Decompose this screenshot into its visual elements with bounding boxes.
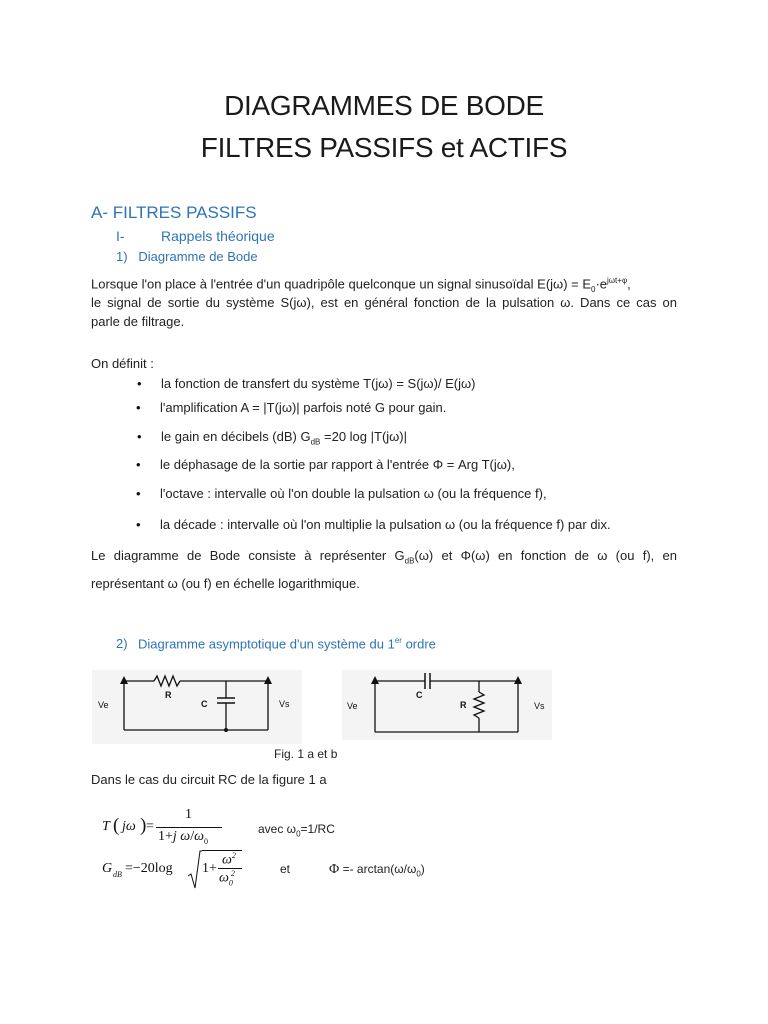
bullet-icon: • <box>136 486 141 501</box>
bullet-item-phase: le déphasage de la sortie par rapport à l'entrée Φ = Arg T(jω), <box>160 457 515 472</box>
bullet-item-decade: la décade : intervalle où l'on multiplie la pulsation ω (ou la fréquence f) par dix. <box>160 517 611 532</box>
et-label: et <box>280 862 291 876</box>
para1-line2: le signal de sortie du système S(jω), est en général fonction de la pulsation ω. Dans ce cas on <box>91 295 677 310</box>
item-heading-2: Diagramme asymptotique d'un système du 1er ordre <box>138 636 436 652</box>
circuit-b-c-label: C <box>416 690 423 700</box>
phase-formula: $\Phi =- \arctan(\omega/\omega_0)$ <box>329 862 425 879</box>
circuit-a-vs-label: Vs <box>279 699 290 709</box>
doc-title-line2: FILTRES PASSIFS et ACTIFS <box>200 132 568 163</box>
para2-line1: Le diagramme de Bode consiste à représenter $G_{dB}(\omega)$ et Φ(ω) en fonction de ω (ou f), en <box>91 548 677 566</box>
gain-db-formula: G dB =−20log 1+ $\omega^2$ $\omega_0^2$ <box>102 848 252 892</box>
para2-line2: représentant ω (ou f) en échelle logarithmique. <box>91 576 360 591</box>
circuit-a-ve-label: Ve <box>98 700 109 710</box>
bullet-icon: • <box>136 517 141 532</box>
on-definit-label: On définit : <box>91 356 154 371</box>
circuit-a-c-label: C <box>201 699 208 709</box>
bullet-item-octave: l'octave : intervalle où l'on double la pulsation ω (ou la fréquence f), <box>160 486 547 501</box>
item-heading-2-number: 2) <box>116 636 128 651</box>
subsection-title: Rappels théorique <box>161 228 275 244</box>
bullet-item-amplification: l'amplification A = |T(jω)| parfois noté G pour gain. <box>160 400 447 415</box>
circuit-b-vs-label: Vs <box>534 701 545 711</box>
bullet-item-gain-db: le gain en décibels (dB) $G_{dB} =20$ log |T(jω)| <box>161 429 408 447</box>
bullet-icon: • <box>137 376 142 391</box>
item-heading-1: 1) Diagramme de Bode <box>116 249 258 264</box>
circuit-b-r-label: R <box>460 700 467 710</box>
circuit-b-ve-label: Ve <box>347 701 358 711</box>
circuit-diagram-rc-lowpass <box>92 670 302 744</box>
doc-title-line1: DIAGRAMMES DE BODE <box>224 90 544 121</box>
section-heading: A- FILTRES PASSIFS <box>91 203 257 222</box>
bullet-icon: • <box>136 400 141 415</box>
para1-line3: parle de filtrage. <box>91 314 185 329</box>
circuit-a-r-label: R <box>165 690 172 700</box>
case-text: Dans le cas du circuit RC de la figure 1 a <box>91 772 327 787</box>
bullet-icon: • <box>137 429 142 444</box>
omega0-definition: avec $\omega_0=1/RC$ <box>258 822 335 839</box>
transfer-function-formula: T ( jω ) = 1 1+j $\omega/\omega_0$ <box>102 806 242 848</box>
figure-caption: Fig. 1 a et b <box>274 747 338 761</box>
bullet-icon: • <box>136 457 141 472</box>
circuit-diagram-cr-highpass <box>342 670 552 740</box>
para1-line1: Lorsque l'on place à l'entrée d'un quadripôle quelconque un signal sinusoïdal $E(j\omega) = E_0\cdot e^{j\omega t+\varphi}$, <box>91 276 631 294</box>
bullet-item-transfer: la fonction de transfert du système T(jω) = S(jω)/ E(jω) <box>161 376 476 391</box>
subsection-numeral: I- <box>116 228 125 244</box>
